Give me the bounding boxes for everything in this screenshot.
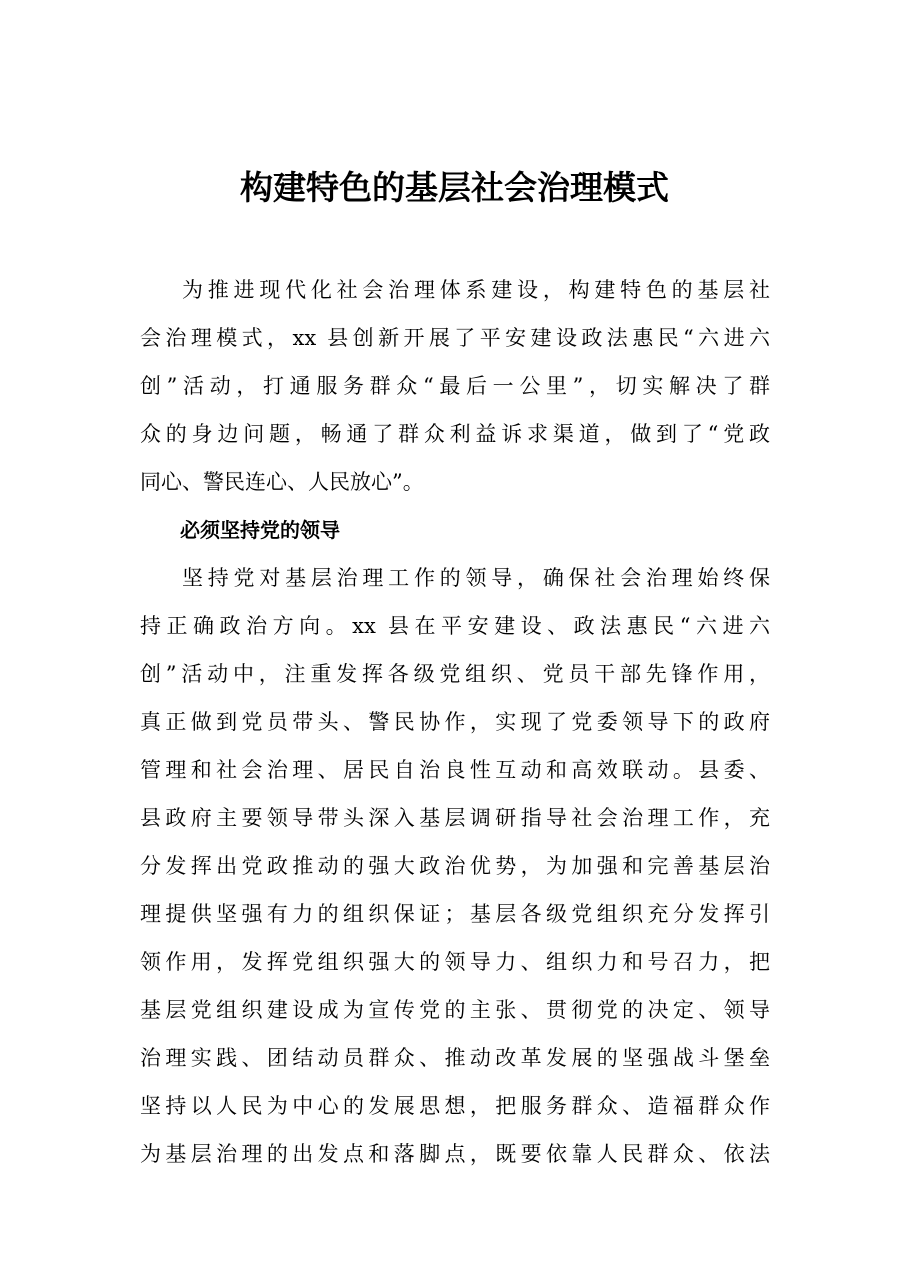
section-heading: 必须坚持党的领导 (180, 518, 340, 542)
paragraph-line: 创”活动，打通服务群众“最后一公里”，切实解决了群 (140, 374, 770, 398)
paragraph-line: 真正做到党员带头、警民协作，实现了党委领导下的政府 (140, 710, 770, 734)
paragraph-line: 为基层治理的出发点和落脚点，既要依靠人民群众、依法 (140, 1142, 770, 1166)
paragraph-line: 同心、警民连心、人民放心”。 (140, 470, 424, 494)
intro-paragraph (140, 266, 770, 506)
paragraph-line: 为推进现代化社会治理体系建设，构建特色的基层社 (182, 278, 770, 302)
paragraph-line: 众的身边问题，畅通了群众利益诉求渠道，做到了“党政 (140, 422, 770, 446)
document-body (140, 266, 770, 1178)
paragraph-line: 领作用，发挥党组织强大的领导力、组织力和号召力，把 (140, 950, 770, 974)
paragraph-line: 理提供坚强有力的组织保证；基层各级党组织充分发挥引 (140, 902, 770, 926)
paragraph-line: 创”活动中，注重发挥各级党组织、党员干部先锋作用， (140, 662, 770, 686)
paragraph-line: 管理和社会治理、居民自治良性互动和高效联动。县委、 (140, 758, 770, 782)
paragraph-line: 县政府主要领导带头深入基层调研指导社会治理工作，充 (140, 806, 770, 830)
paragraph-line: 持正确政治方向。xx 县在平安建设、政法惠民“六进六 (140, 614, 770, 638)
paragraph-line: 分发挥出党政推动的强大政治优势，为加强和完善基层治 (140, 854, 770, 878)
body-paragraph (140, 554, 770, 1178)
paragraph-line: 基层党组织建设成为宣传党的主张、贯彻党的决定、领导 (140, 998, 770, 1022)
document-title: 构建特色的基层社会治理模式 (240, 168, 669, 207)
paragraph-line: 坚持以人民为中心的发展思想，把服务群众、造福群众作 (140, 1094, 770, 1118)
paragraph-line: 治理实践、团结动员群众、推动改革发展的坚强战斗堡垒 (140, 1046, 770, 1070)
paragraph-line: 坚持党对基层治理工作的领导，确保社会治理始终保 (182, 566, 770, 590)
paragraph-line: 会治理模式，xx 县创新开展了平安建设政法惠民“六进六 (140, 326, 770, 350)
